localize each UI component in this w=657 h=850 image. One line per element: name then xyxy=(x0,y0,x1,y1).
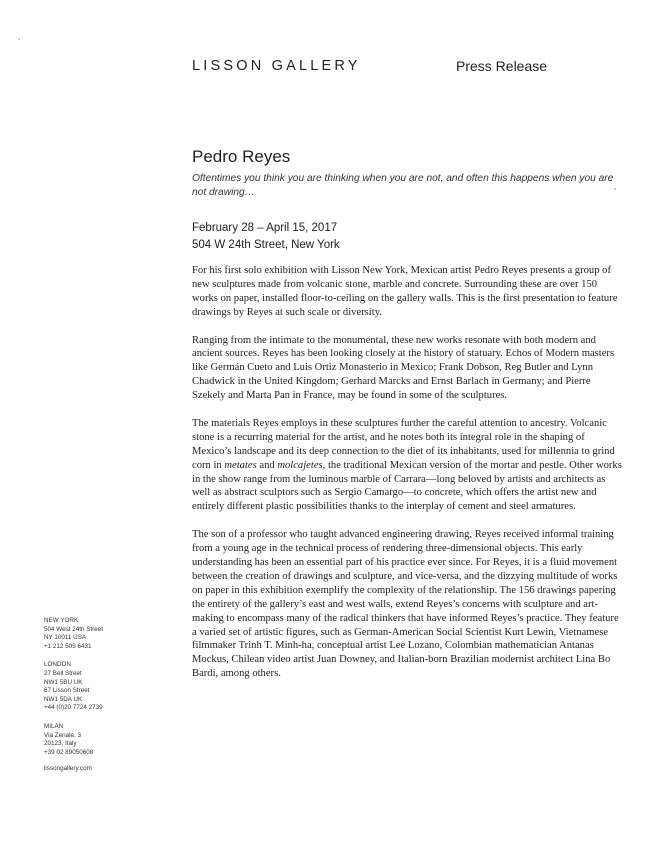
paragraph-1: For his first solo exhibition with Lisson New York, Mexican artist Pedro Reyes presents a group of new sculptures made from volcanic stone, marble and concrete. Surrounding these are over 150 works on paper, installed floor-to-ceiling on the gallery walls. This is the first presentation to feature drawings by Reyes at such scale or diversity. xyxy=(192,265,618,318)
address-line: 67 Lisson Street xyxy=(44,687,90,695)
address-line: NW1 5DA UK xyxy=(44,695,83,703)
address-line: 20123, Italy xyxy=(44,740,77,748)
address-line: NY 10011 USA xyxy=(44,634,87,642)
exhibition-info xyxy=(192,220,340,254)
contact-london xyxy=(44,661,164,713)
scan-speck xyxy=(18,38,20,40)
paragraph-4: The son of a professor who taught advanced engineering drawing, Reyes received informal training from a young age in the technical process of rendering three-dimensional objects. This early understanding has been an essential part of his practice ever since. For Reyes, it is a fluid movement between the creation of drawings and sculpture, and vice-versa, and the dizzying multitude of works on paper in this exhibition exemplify the complexity of the relationship. The 156 drawings papering the entirety of the gallery’s east and west walls, extend Reyes’s concerns with sculpture and art-making to encompass many of the radical thinkers that have informed Reyes’s practice. They feature a varied set of artistic figures, such as German-American Social Scientist Kurt Lewin, Vietnamese filmmaker Trinh T. Minh-ha, conceptual artist Lee Lozano, Colombian mathematician Antanas Mockus, Chilean video artist Juan Downey, and Italian-born Brazilian modernist architect Lina Bo Bardi, among others. xyxy=(192,529,619,680)
city-name: MILAN xyxy=(44,722,64,730)
website-link[interactable]: lissongallery.com xyxy=(44,765,92,773)
phone-number: +1 212 505 6431 xyxy=(44,642,92,650)
address-line: Via Zenale, 3 xyxy=(44,731,81,739)
phone-number: +44 (0)20 7724 2739 xyxy=(44,704,103,712)
contact-new-york xyxy=(44,617,164,651)
gallery-contacts xyxy=(44,617,164,774)
paragraph-3-conjunction: and xyxy=(256,459,278,471)
address-line: NW1 5BU UK xyxy=(44,678,83,686)
molcajetes-term: molcajetes xyxy=(277,459,323,471)
paragraph-3 xyxy=(192,417,624,514)
metates-term: metates xyxy=(224,459,257,471)
press-release-body xyxy=(192,264,624,695)
city-name: LONDON xyxy=(44,661,71,669)
paragraph-3-text-b: , the traditional Mexican version of the mortar and pestle. Other works in the show range from the luminous marble of Carrara—long beloved by artists and architects as well as abstract sculptors such as Sergio Camargo—to concrete, which offers the artist new and entirely different plastic possibilities thanks to the interplay of cement and steel armatures. xyxy=(192,459,622,513)
address-line: 27 Bell Street xyxy=(44,669,82,677)
artist-title: Pedro Reyes xyxy=(192,147,291,166)
address-line: 504 West 24th Street xyxy=(44,625,104,633)
city-name: NEW YORK xyxy=(44,617,79,624)
paragraph-2: Ranging from the intimate to the monumental, these new works resonate with both modern and ancient sources. Reyes has been looking closely at the history of statuary. Echos of Modern masters like Germán Cueto and Luis Ortiz Monasterio in Mexico; Frank Dobson, Reg Butler and Lynn Chadwick in the United Kingdom; Gerhard Marcks and Ernst Barlach in Germany; and Pierre Szekely and Marta Pan in France, may be found in some of the sculptures. xyxy=(192,334,615,402)
paragraph-3-text-a: The materials Reyes employs in these sculptures further the careful attention to ancestry. Volcanic stone is a recurring material for the artist, and he notes both its integral role in the shaping of Mexico’s landscape and its deep connection to the diet of its inhabitants, used for millennia to grind corn in xyxy=(192,417,615,471)
artist-quote: Oftentimes you think you are thinking when you are not, and often this happens when you are not drawing… xyxy=(192,173,614,198)
document-type: Press Release xyxy=(456,58,548,74)
contact-milan xyxy=(44,723,164,757)
exhibition-address: 504 W 24th Street, New York xyxy=(192,239,340,251)
gallery-logo: LISSON GALLERY xyxy=(192,58,361,74)
exhibition-dates: February 28 – April 15, 2017 xyxy=(192,222,338,234)
phone-number: +39 02 89050608 xyxy=(44,748,94,756)
